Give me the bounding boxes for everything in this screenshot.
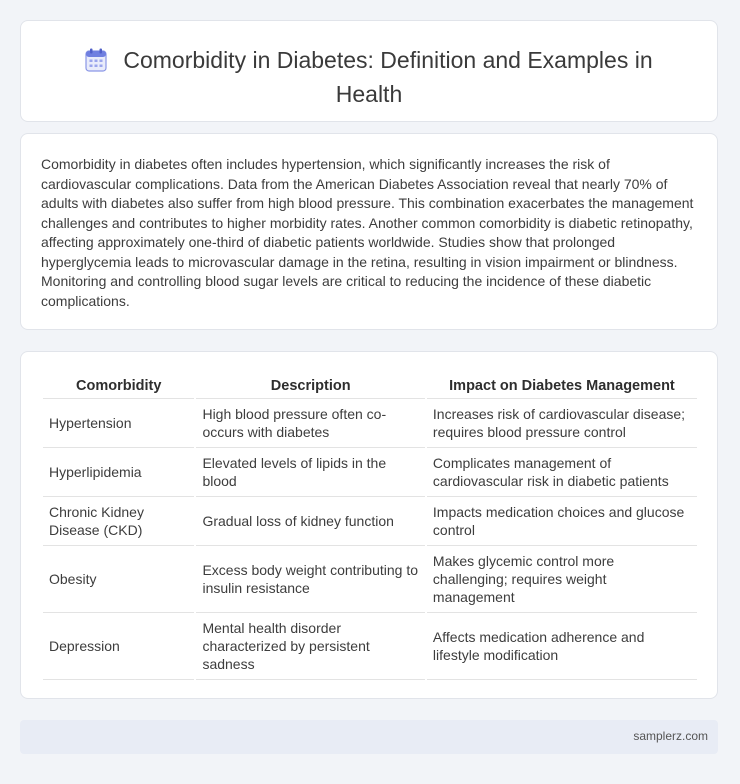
table-row <box>43 613 697 680</box>
footer-site-link[interactable]: samplerz.com <box>633 729 708 743</box>
comorbidity-table <box>41 372 699 680</box>
table-header-row <box>43 372 697 399</box>
comorbidity-cell: Hyperlipidemia <box>43 448 194 497</box>
comorbidity-cell: Obesity <box>43 546 194 613</box>
table-card <box>20 351 718 699</box>
table-row <box>43 399 697 448</box>
calendar-icon <box>85 48 107 79</box>
title-card <box>20 20 718 122</box>
impact-cell: Increases risk of cardiovascular disease; requires blood pressure control <box>427 399 697 448</box>
footer <box>20 720 718 754</box>
page-title-wrap <box>21 45 717 109</box>
impact-cell: Affects medication adherence and lifestyle modification <box>427 613 697 680</box>
impact-cell: Impacts medication choices and glucose control <box>427 497 697 546</box>
comorbidity-cell: Depression <box>43 613 194 680</box>
table-row <box>43 497 697 546</box>
impact-cell: Makes glycemic control more challenging; requires weight management <box>427 546 697 613</box>
table-row <box>43 448 697 497</box>
description-cell: Elevated levels of lipids in the blood <box>196 448 424 497</box>
intro-paragraph: Comorbidity in diabetes often includes hypertension, which significantly increases the risk of cardiovascular complications. Data from the American Diabetes Association reveal that nearly 70% of adults with diabetes also suffer from high blood pressure. This combination exacerbates the management challenges and contributes to higher morbidity rates. Another common comorbidity is diabetic retinopathy, affecting approximately one-third of diabetic patients worldwide. Studies show that prolonged hyperglycemia leads to microvascular damage in the retina, resulting in vision impairment or blindness. Monitoring and controlling blood sugar levels are critical to reducing the incidence of these diabetic complications. <box>41 156 694 309</box>
table-row <box>43 546 697 613</box>
description-cell: Gradual loss of kidney function <box>196 497 424 546</box>
comorbidity-cell: Chronic Kidney Disease (CKD) <box>43 497 194 546</box>
page-title: Comorbidity in Diabetes: Definition and Examples in Health <box>123 47 653 107</box>
description-cell: Mental health disorder characterized by persistent sadness <box>196 613 424 680</box>
description-cell: High blood pressure often co-occurs with diabetes <box>196 399 424 448</box>
column-header-description: Description <box>196 372 424 399</box>
intro-card <box>20 133 718 330</box>
column-header-comorbidity: Comorbidity <box>43 372 194 399</box>
description-cell: Excess body weight contributing to insulin resistance <box>196 546 424 613</box>
column-header-impact: Impact on Diabetes Management <box>427 372 697 399</box>
impact-cell: Complicates management of cardiovascular risk in diabetic patients <box>427 448 697 497</box>
comorbidity-cell: Hypertension <box>43 399 194 448</box>
